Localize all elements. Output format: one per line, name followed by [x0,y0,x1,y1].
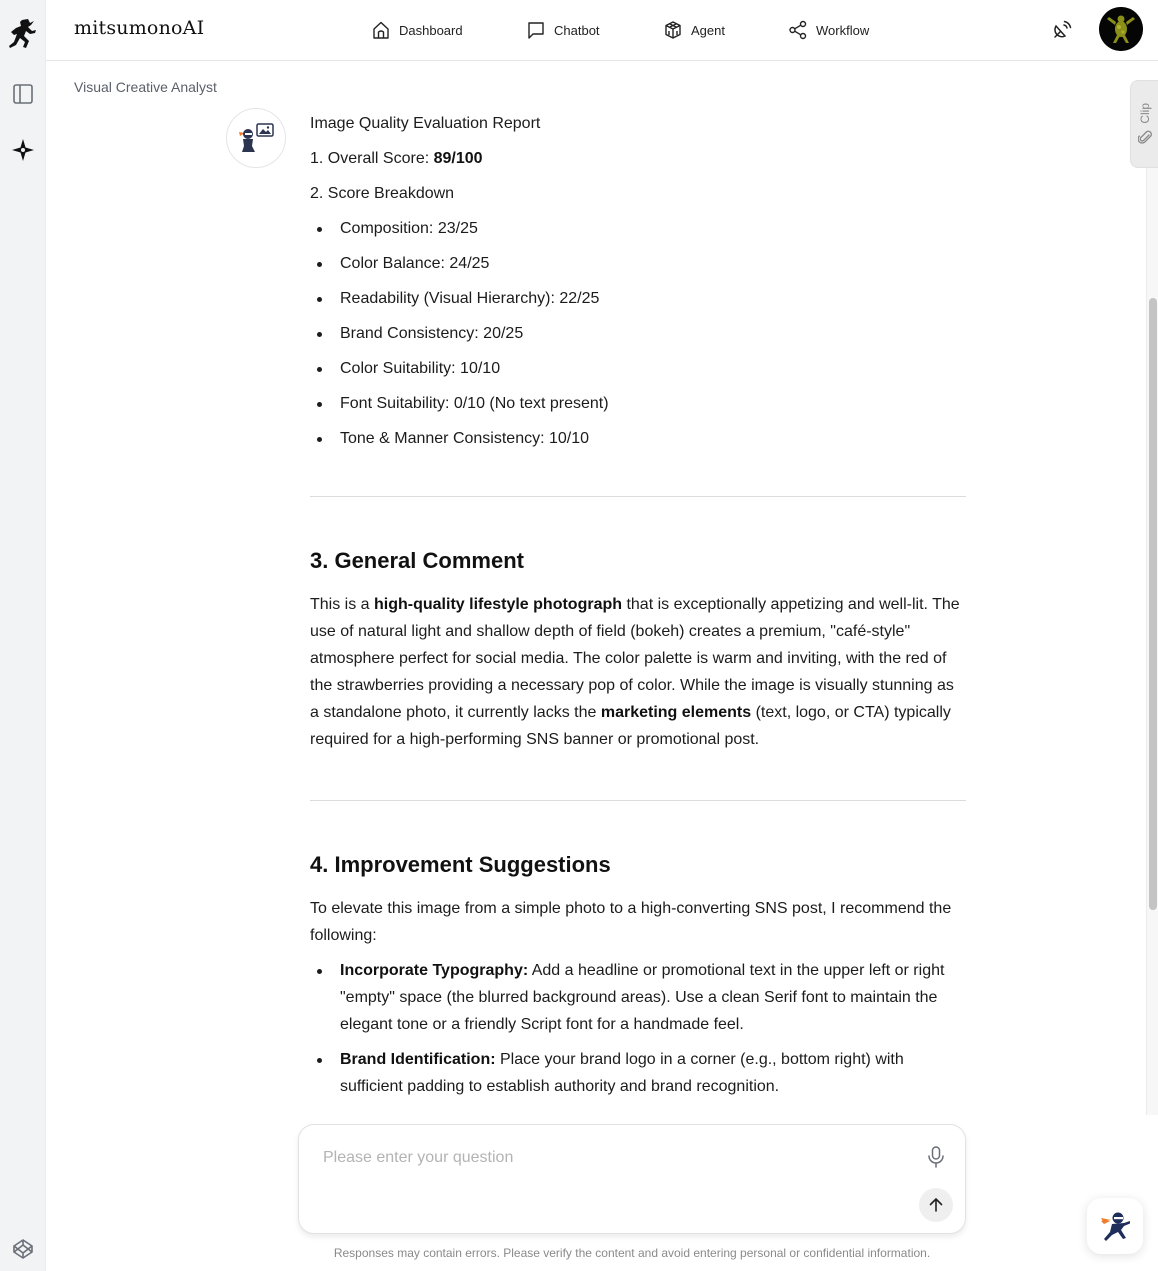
share-nodes-icon [788,20,808,40]
text-run-bold: marketing elements [600,704,752,721]
left-rail [0,0,46,1271]
send-button[interactable] [919,1188,953,1222]
home-icon [371,20,391,40]
microphone-icon[interactable] [925,1145,947,1169]
top-header [46,0,1158,61]
cube-icon [663,20,683,40]
ninja-image-icon [237,122,275,154]
nav-dashboard[interactable] [371,0,463,60]
report-title: Image Quality Evaluation Report [310,115,541,132]
suggestion-title: Incorporate Typography: [340,962,529,979]
score-breakdown-list [310,215,966,452]
text-run: This is a [310,596,375,613]
question-input[interactable] [323,1145,903,1171]
nav-chatbot-label: Chatbot [554,22,600,38]
brand-name[interactable]: mitsumonoAI [74,17,205,39]
clip-label: Clip [1137,102,1152,124]
list-item [310,957,966,1038]
assistant-fab-button[interactable] [1087,1198,1143,1254]
nav-chatbot[interactable] [526,0,600,60]
ninja-mascot-icon [1097,1208,1133,1244]
sparkle-icon[interactable] [0,136,46,164]
chat-composer [298,1124,966,1234]
section-heading-improvement: 4. Improvement Suggestions [310,852,611,877]
text-run-bold: high-quality lifestyle photograph [374,596,623,613]
list-item: Font Suitability: 0/10 (No text present) [310,390,966,417]
overall-score-value: 89/100 [433,150,483,167]
list-item [310,1046,966,1100]
general-comment-paragraph [310,591,966,753]
suggestion-text: Place your brand logo in a corner (e.g., bottom right) with sufficient padding to establish authority and brand recognition. [340,1051,904,1095]
improvement-list [310,957,966,1100]
suggestion-title: Brand Identification: [340,1051,496,1068]
assistant-message [310,110,966,1108]
chat-bubble-icon [526,20,546,40]
improvement-intro: To elevate this image from a simple photo to a high-converting SNS post, I recommend the following: [310,900,952,944]
nav-agent[interactable] [663,0,725,60]
breakdown-title: 2. Score Breakdown [310,185,455,202]
toggle-sidebar-icon[interactable] [0,80,46,108]
agent-name: Visual Creative Analyst [74,79,217,95]
section-heading-general-comment: 3. General Comment [310,548,524,573]
overall-score-label: 1. Overall Score: [310,150,434,167]
list-item: Color Balance: 24/25 [310,250,966,277]
text-run: (text, logo, or CTA) typically required for a high-performing SNS banner or promotional post. [310,704,951,748]
nav-workflow-label: Workflow [816,22,870,38]
list-item: Composition: 23/25 [310,215,966,242]
overall-score [310,145,966,172]
scrollbar-thumb[interactable] [1149,298,1157,910]
disclaimer-text: Responses may contain errors. Please verify the content and avoid entering personal or confidential information. [333,1246,931,1260]
clip-tab[interactable] [1130,80,1158,168]
divider [310,496,966,497]
codepen-icon[interactable] [0,1236,46,1262]
bot-avatar [226,108,286,168]
divider [310,800,966,801]
text-run: that is exceptionally appetizing and well-lit. The use of natural light and shallow depth of field (bokeh) creates a premium, "café-style" atmosphere perfect for social media. The color palette is warm and inviting, with the red of the strawberries providing a necessary pop of color. While the image is visually stunning as a standalone photo, it currently lacks the [310,596,960,721]
ninja-logo-icon[interactable] [0,14,46,54]
satellite-dish-icon[interactable] [1051,17,1075,41]
suggestion-text: Add a headline or promotional text in the upper left or right "empty" space (the blurred background areas). Use a clean Serif font to maintain the elegant tone or a friendly Script font for a handmade feel. [340,962,945,1033]
nav-workflow[interactable] [788,0,869,60]
list-item: Readability (Visual Hierarchy): 22/25 [310,285,966,312]
nav-dashboard-label: Dashboard [399,22,463,38]
paperclip-icon [1138,129,1152,145]
list-item: Color Suitability: 10/10 [310,355,966,382]
arrow-up-icon [927,1196,945,1214]
nav-agent-label: Agent [691,22,725,38]
list-item: Brand Consistency: 20/25 [310,320,966,347]
list-item: Tone & Manner Consistency: 10/10 [310,425,966,452]
user-avatar[interactable] [1099,7,1143,51]
